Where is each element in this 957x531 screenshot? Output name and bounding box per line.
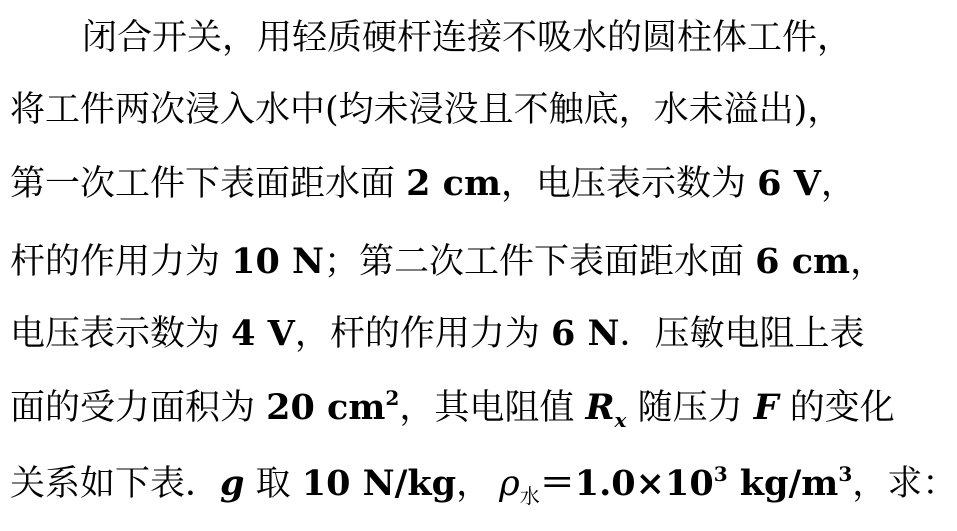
gravity-value: 10 N/kg xyxy=(301,463,457,504)
text-line-6 xyxy=(10,380,895,436)
line-3-text-a: 第一次工件下表面距水面 xyxy=(10,164,407,204)
line-3-text-b: ，电压表示数为 xyxy=(501,164,758,204)
resistance-subscript: x xyxy=(614,408,627,432)
line-3-text-c: ， xyxy=(820,164,856,204)
line-6-text-a: 面的受力面积为 xyxy=(10,388,267,428)
line-5-text-a: 电压表示数为 xyxy=(10,314,232,354)
text-line-5 xyxy=(10,306,865,362)
density-unit: kg/m xyxy=(727,463,839,504)
force-value-2: 6 N xyxy=(550,313,620,354)
line-4-text-c: ， xyxy=(850,242,886,282)
line-2-text: 将工件两次浸入水中(均未浸没且不触底，水未溢出)， xyxy=(10,90,843,130)
line-6-text-d: 的变化 xyxy=(778,388,895,428)
depth-value-1: 2 cm xyxy=(406,163,502,204)
density-symbol: ρ xyxy=(499,464,520,504)
text-line-1 xyxy=(82,10,852,66)
depth-value-2: 6 cm xyxy=(755,241,851,282)
text-line-3 xyxy=(10,156,856,212)
density-subscript: 水 xyxy=(519,484,540,508)
text-line-2 xyxy=(10,82,842,138)
line-4-text-a: 杆的作用力为 xyxy=(10,242,232,282)
text-line-7 xyxy=(10,456,957,512)
line-7-text-c: ， xyxy=(456,464,492,504)
density-value: ＝1.0×10 xyxy=(539,463,714,504)
line-1-text: 闭合开关，用轻质硬杆连接不吸水的圆柱体工件， xyxy=(82,18,853,58)
line-4-text-b: ；第二次工件下表面距水面 xyxy=(324,242,756,282)
resistance-symbol: R xyxy=(585,387,615,428)
gravity-symbol: g xyxy=(220,463,245,504)
line-6-text-c: 随压力 xyxy=(626,388,754,428)
line-5-text-b: ，杆的作用力为 xyxy=(294,314,551,354)
voltage-value-1: 6 V xyxy=(757,163,821,204)
line-5-text-c: ．压敏电阻上表 xyxy=(619,314,865,354)
force-value-1: 10 N xyxy=(231,241,325,282)
line-7-text-d: ，求： xyxy=(852,464,957,504)
area-value: 20 cm xyxy=(266,387,386,428)
line-6-text-b: ，其电阻值 xyxy=(399,388,586,428)
line-7-text-a: 关系如下表． xyxy=(10,464,221,504)
density-unit-exponent: 3 xyxy=(838,462,853,486)
force-symbol: F xyxy=(753,387,779,428)
text-line-4 xyxy=(10,234,885,290)
line-7-text-b: 取 xyxy=(244,464,302,504)
voltage-value-2: 4 V xyxy=(231,313,295,354)
density-exponent: 3 xyxy=(713,462,728,486)
area-exponent: 2 xyxy=(385,386,400,410)
